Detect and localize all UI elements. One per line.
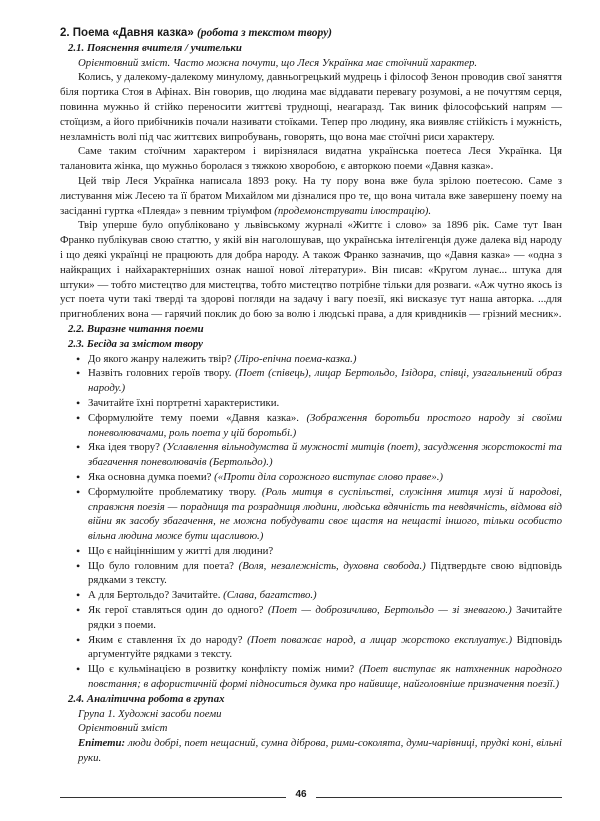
question: А для Бертольдо? Зачитайте. bbox=[88, 589, 224, 602]
answer: (Поет — доброзичливо, Бертольдо — зі зневагою.) bbox=[267, 604, 512, 617]
section-2-1-title: 2.1. Пояснення вчителя / учительки bbox=[68, 41, 242, 54]
epithets-text: люди добрі, поет нещасний, сумна діброва, рими-соколята, думи-чарівниці, прудкі коні, вільні руки. bbox=[78, 737, 562, 765]
list-item bbox=[88, 396, 562, 411]
group-1-title: Група 1. Художні засоби поеми bbox=[78, 707, 222, 720]
question: Що було головним для поета? bbox=[88, 559, 239, 572]
heading-main: 2. Поема «Давня казка» bbox=[60, 27, 194, 39]
paragraph-1: Часто можна почути, що Леся Українка має стоїчний характер. bbox=[170, 56, 478, 69]
list-item bbox=[88, 352, 562, 367]
list-item bbox=[88, 411, 562, 441]
task: Відповідь аргументуйте рядками з тексту. bbox=[88, 633, 562, 661]
list-item bbox=[88, 366, 562, 396]
question: Сформулюйте проблематику твору. bbox=[88, 485, 262, 498]
question: Яка ідея твору? bbox=[88, 441, 163, 454]
answer: (Поет поважає народ, а лицар жорстоко експлуатує.) bbox=[247, 633, 513, 646]
section-2-2-title: 2.2. Виразне читання поеми bbox=[68, 322, 204, 335]
question-list bbox=[60, 352, 562, 692]
list-item bbox=[88, 588, 562, 603]
answer: (Воля, незалежність, духовна свобода.) bbox=[238, 559, 426, 572]
epithets bbox=[78, 736, 562, 766]
answer: (Слава, багатство.) bbox=[223, 589, 317, 602]
question: Яка основна думка поеми? bbox=[88, 470, 215, 483]
page-number: 46 bbox=[295, 789, 307, 800]
task: Підтвердьте свою відповідь рядками з тексту. bbox=[88, 559, 562, 587]
list-item bbox=[88, 440, 562, 470]
answer: (Ліро-епічна поема-казка.) bbox=[234, 352, 357, 365]
list-item bbox=[88, 603, 562, 633]
section-2-1-content bbox=[78, 56, 562, 71]
group-1-content-label: Орієнтовний зміст bbox=[78, 722, 168, 735]
list-item bbox=[88, 633, 562, 663]
list-item bbox=[88, 662, 562, 692]
list-item bbox=[88, 559, 562, 589]
question: Зачитайте їхні портретні характеристики. bbox=[88, 396, 280, 409]
answer: (Уславлення вільнодумства й мужності митців (поет), засудження жорстокості та збагачення поневолювачів (Бертольдо).) bbox=[88, 441, 562, 469]
list-item bbox=[88, 470, 562, 485]
paragraph-4-text: Цей твір Леся Українка написала 1893 року. На ту пору вона вже була зрілою поетесою. Саме з листування між Лесею та її братом Михайлом ми дізналися про те, що вона читала вже завершену поему на засіданні гуртка «Плеяда» з певним тріумфом bbox=[60, 174, 562, 217]
answer: («Проти діла сорожного виступає слово праве».) bbox=[214, 470, 444, 483]
epithets-label: Епітети: bbox=[78, 737, 126, 750]
paragraph-4 bbox=[60, 174, 562, 218]
question: Як герої ставляться один до одного? bbox=[88, 604, 268, 617]
question: Назвіть головних героїв твору. bbox=[88, 367, 236, 380]
answer: (Зображення боротьби простого народу зі своїми поневолювачами, роль поета у цій боротьбі.) bbox=[88, 411, 562, 439]
section-2-4-title: 2.4. Аналітична робота в групах bbox=[68, 692, 225, 705]
answer: (Роль митця в суспільстві, служіння митця музі й народові, справжня поезія — порадниця та розрадниця людини, людська вдячність та невдячність, відмова від війни як засобу збагачення, не можна побудувати своє щастя на нещасті іншого, тільки особисто вільна людина може бути щасливою.) bbox=[88, 485, 562, 543]
question: Сформулюйте тему поеми «Давня казка». bbox=[88, 411, 307, 424]
paragraph-5: Твір уперше було опубліковано у львівському журналі «Життє і слово» за 1896 рік. Саме тут Іван Франко публікував свою статтю, у якій він наголошував, що українська інтелігенція дуже далека від народу і що деякі українці не працюють для добра народу. А також Франко зазначив, що «Давня казка» — «одна з найкращих і найхарактерніших ознак нашої нової літератури». Він писав: «Кругом лунає... штука для штуки» — тобто мистецтво для мистецтва, тобто мистецтво потрібне тільки для розваги. «Аж чутно якось із уст поета чути такі тверді та здорові погляди на задачу і вагу поезії, які висказує тут наша авторка. ...для пригноблених вона — гарячий поклик до бою за волю і людські права, а для кривдників — грізний месник». bbox=[60, 219, 562, 321]
question: Що є найціннішим у житті для людини? bbox=[88, 544, 274, 557]
task: Зачитайте рядки з поеми. bbox=[88, 604, 562, 631]
paragraph-3: Саме таким стоїчним характером і вирізнялася видатна українська поетеса Леся Українка. Ця талановита жінка, що мужньо боролася з тяжкою хворобою, є авторкою поеми «Давня казка». bbox=[60, 145, 562, 173]
question: Що є кульмінацією в розвитку конфлікту поміж ними? bbox=[88, 663, 359, 676]
answer: (Поет виступає як натхненник народного повстання; в афористичній формі підноситься думка про найвище, найголовніше призначення поезії.) bbox=[88, 663, 562, 691]
list-item bbox=[88, 485, 562, 544]
footer-rule-right bbox=[316, 797, 562, 798]
heading-note: (робота з текстом твору) bbox=[196, 27, 333, 39]
page-content bbox=[60, 26, 562, 766]
lesson-heading bbox=[60, 26, 562, 41]
paragraph-2: Колись, у далекому-далекому минулому, давньогрецький мудрець і філософ Зенон проводив свої заняття біля портика Стоя в Афінах. Він говорив, що людина має віддавати перевагу розумові, а не почуттям серця, повинна мужньо й стійко переносити життєві труднощі, неагаразд. Так виник філософський напрям — стоїцизм, а його прибічників почали називати стоїками. Тепер про людину, яка виявляє стійкість і мужність, незламність волі під час життєвих випробувань, говорять, що вона має стоїчні риси характеру. bbox=[60, 71, 562, 143]
paragraph-4-note: (продемонструвати ілюстрацію). bbox=[274, 204, 432, 217]
question: Яким є ставлення їх до народу? bbox=[88, 633, 248, 646]
section-2-3-title: 2.3. Бесіда за змістом твору bbox=[68, 337, 203, 350]
content-label: Орієнтовний зміст. bbox=[78, 56, 171, 69]
footer-rule-left bbox=[60, 797, 286, 798]
list-item bbox=[88, 544, 562, 559]
answer: (Поет (співець), лицар Бертольдо, Ізідора, співці, узагальнений образ народу.) bbox=[88, 367, 562, 395]
question: До якого жанру належить твір? bbox=[88, 352, 235, 365]
